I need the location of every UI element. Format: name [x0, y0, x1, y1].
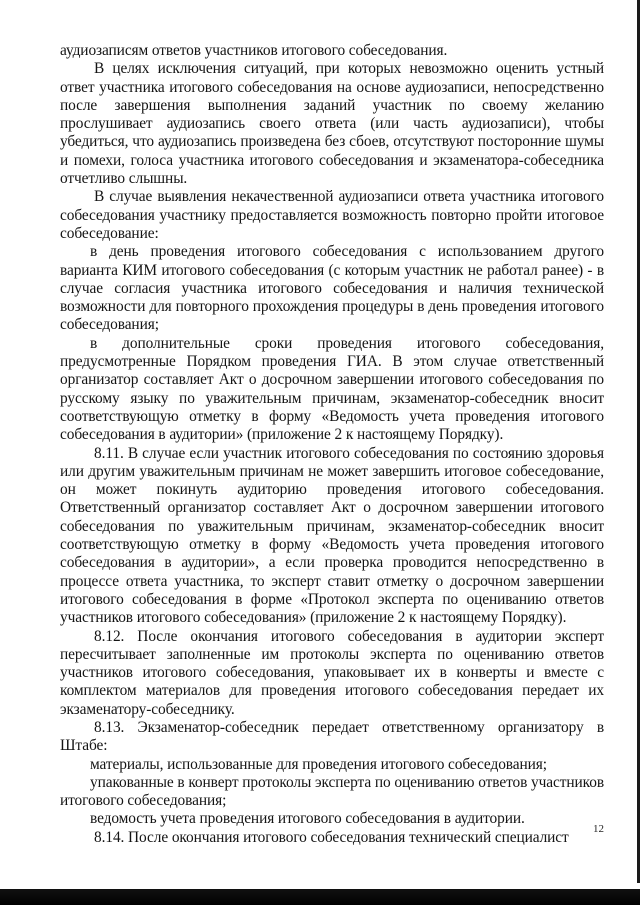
list-item-materials: материалы, использованные для проведения итогового собеседования; — [90, 755, 547, 773]
paragraph-8-13: 8.13. Экзаменатор-собеседник передает ответственному организатору в Штабе: — [60, 718, 604, 755]
page-number: 12 — [593, 823, 604, 835]
list-item-register: ведомость учета проведения итогового собеседования в аудитории. — [90, 810, 525, 828]
list-item-protocols: упакованные в конверт протоколы эксперта по оцениванию ответов участников итогового собеседования; — [60, 773, 604, 810]
paragraph-8-11: 8.11. В случае если участник итогового собеседования по состоянию здоровья или другим уважительным причинам не может завершить итоговое собеседование, он может покинуть аудиторию проведения итогового собеседования. Ответственный организатор составляет Акт о досрочном завершении итогового собеседования по уважительным причинам, экзаменатор-собеседник вносит соответствующую отметку в форму «Ведомость учета проведения итогового собеседования в аудитории», а если проверка проводится непосредственно в процессе ответа участника, то эксперт ставит отметку о досрочном завершении итогового собеседования в форме «Протокол эксперта по оцениванию ответов участников итогового собеседования» (приложение 2 к настоящему Порядку). — [60, 444, 604, 627]
paragraph-poor-audio: В случае выявления некачественной аудиозаписи ответа участника итогового собеседования участнику предоставляется возможность повторно пройти итоговое собеседование: — [60, 188, 604, 242]
paragraph-additional-dates: в дополнительные сроки проведения итогового собеседования, предусмотренные Порядком проведения ГИА. В этом случае ответственный организатор составляет Акт о досрочном завершении итогового собеседования по русскому языку по уважительным причинам, экзаменатор-собеседник вносит соответствующую отметку в форму «Ведомость учета проведения итогового собеседования в аудитории» (приложение 2 к настоящему Порядку). — [60, 334, 604, 444]
paragraph-same-day-retake: в день проведения итогового собеседования с использованием другого варианта КИМ итогового собеседования (с которым участник не работал ранее) - в случае согласия участника итогового собеседования и наличия технической возможности для повторного прохождения процедуры в день проведения итогового собеседования; — [60, 243, 604, 334]
paragraph-continuation: аудиозаписям ответов участников итогового собеседования. — [60, 42, 448, 59]
scan-edge-bottom — [0, 883, 640, 905]
document-body — [60, 42, 604, 847]
paragraph-audio-check: В целях исключения ситуаций, при которых невозможно оценить устный ответ участника итогового собеседования на основе аудиозаписи, непосредственно после завершения выполнения заданий участник по своему желанию прослушивает аудиозапись своего ответа (или часть аудиозаписи), чтобы убедиться, что аудиозапись произведена без сбоев, отсутствуют посторонние шумы и помехи, голоса участника итогового собеседования и экзаменатора-собеседника отчетливо слышны. — [60, 60, 604, 188]
paragraph-8-12: 8.12. После окончания итогового собеседования в аудитории эксперт пересчитывает заполненные им протоколы эксперта по оцениванию ответов участников итогового собеседования, упаковывает их в конверты и вместе с комплектом материалов для проведения итогового собеседования передает их экзаменатору-собеседнику. — [60, 627, 604, 718]
paragraph-8-14: 8.14. После окончания итогового собеседования технический специалист — [94, 828, 569, 846]
